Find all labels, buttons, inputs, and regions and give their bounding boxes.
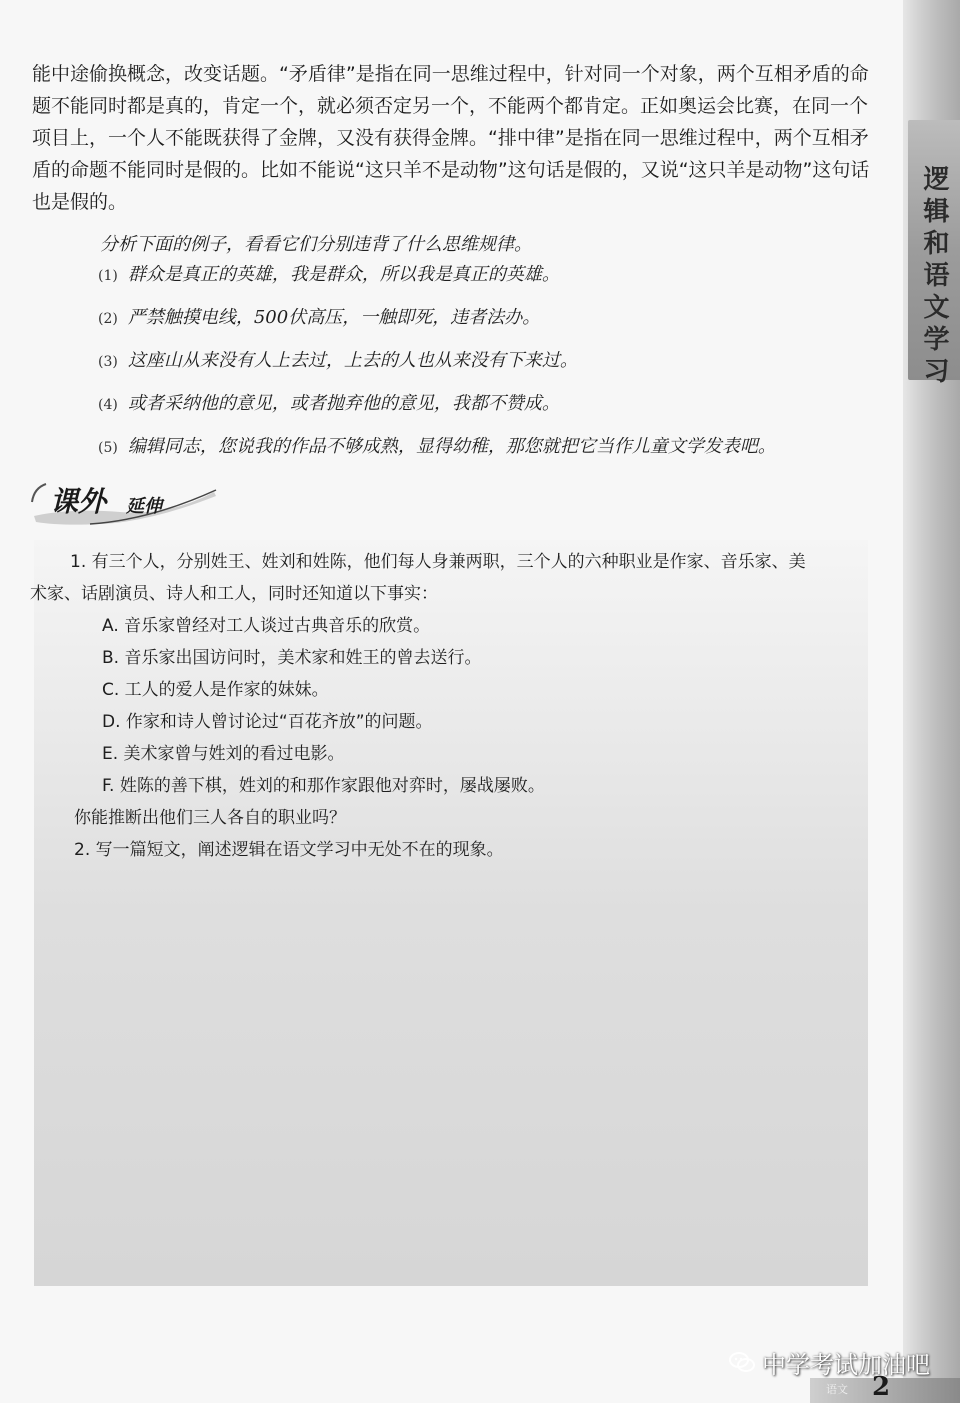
item-number: (1) xyxy=(98,268,118,284)
section-title-sub: 延伸 xyxy=(126,496,162,517)
item-text: 这座山从来没有人上去过，上去的人也从来没有下来过。 xyxy=(127,350,578,371)
option-a: A. 音乐家曾经对工人谈过古典音乐的欣赏。 xyxy=(102,616,431,636)
section-title-main: 课外 xyxy=(50,485,107,518)
side-tab-title: 逻辑和语文学习 xyxy=(919,165,949,389)
option-b: B. 音乐家出国访问时，美术家和姓王的曾去送行。 xyxy=(102,648,482,668)
intro-paragraph: 能中途偷换概念，改变话题。“矛盾律”是指在同一思维过程中，针对同一个对象，两个互相矛盾的命题不能同时都是真的，肯定一个，就必须否定另一个，不能两个都肯定。正如奥运会比赛，在同一个项目上，一个人不能既获得了金牌，又没有获得金牌。“排中律”是指在同一思维过程中，两个互相矛盾的命题不能同时是假的。比如不能说“这只羊不是动物”这句话是假的，又说“这只羊是动物”这句话也是假的。 xyxy=(32,63,870,213)
question-2: 2. 写一篇短文，阐述逻辑在语文学习中无处不在的现象。 xyxy=(74,840,504,860)
question-1-line-1: 1. 有三个人，分别姓王、姓刘和姓陈，他们每人身兼两职，三个人的六种职业是作家、音乐家、美 xyxy=(70,552,806,572)
option-e: E. 美术家曾与姓刘的看过电影。 xyxy=(102,744,345,764)
item-text: 严禁触摸电线，500伏高压，一触即死，违者法办。 xyxy=(127,307,541,328)
extension-content xyxy=(30,546,870,866)
wechat-icon xyxy=(728,1350,756,1374)
question-prompt: 你能推断出他们三人各自的职业吗？ xyxy=(74,808,346,828)
section-heading xyxy=(30,474,220,534)
question-1-line-2: 术家、话剧演员、诗人和工人，同时还知道以下事实： xyxy=(30,584,438,604)
item-number: (3) xyxy=(98,354,118,370)
exercise-intro: 分析下面的例子，看看它们分别违背了什么思维规律。 xyxy=(100,234,532,255)
item-number: (5) xyxy=(98,440,118,456)
option-d: D. 作家和诗人曾讨论过“百花齐放”的问题。 xyxy=(102,712,433,732)
option-c: C. 工人的爱人是作家的妹妹。 xyxy=(102,680,329,700)
exercise-item xyxy=(98,390,878,433)
exercise-item xyxy=(98,433,878,476)
item-text: 或者采纳他的意见，或者抛弃他的意见，我都不赞成。 xyxy=(127,393,560,414)
item-text: 群众是真正的英雄，我是群众，所以我是真正的英雄。 xyxy=(127,264,560,285)
exercise-item xyxy=(98,261,878,304)
item-text: 编辑同志，您说我的作品不够成熟，显得幼稚，那您就把它当作儿童文学发表吧。 xyxy=(127,436,776,457)
watermark xyxy=(728,1345,930,1379)
exercise-item xyxy=(98,304,878,347)
item-number: (4) xyxy=(98,397,118,413)
item-number: (2) xyxy=(98,311,118,327)
watermark-text: 中学考试加油吧 xyxy=(762,1350,930,1379)
exercise-item xyxy=(98,347,878,390)
option-f: F. 姓陈的善下棋，姓刘的和那作家跟他对弈时，屡战屡败。 xyxy=(102,776,545,796)
exercise-list xyxy=(98,261,878,476)
page-number: 2 xyxy=(872,1372,891,1402)
page-label: 语文 xyxy=(826,1383,848,1396)
